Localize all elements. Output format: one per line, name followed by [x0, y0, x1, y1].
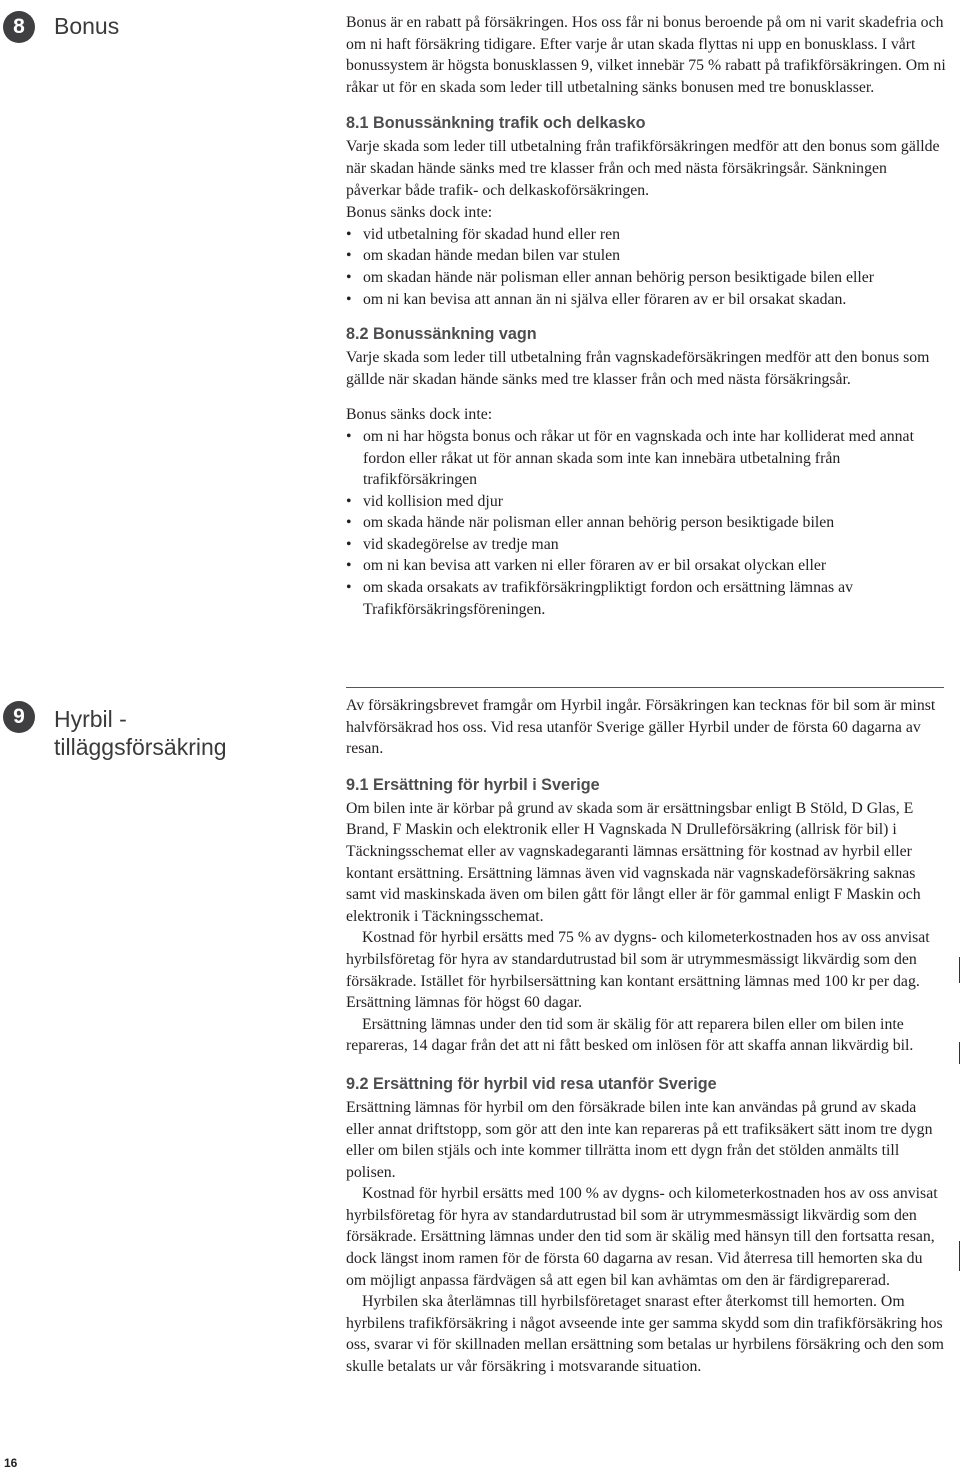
section-8-body	[346, 12, 946, 620]
list-item: • om ni kan bevisa att annan än ni själva eller föraren av er bil orsakat skadan.	[346, 289, 946, 311]
section-number: 9	[13, 705, 25, 728]
paragraph: Ersättning lämnas under den tid som är skälig för att reparera bilen eller om bilen inte repareras, 14 dagar från det att ni fått besked om inlösen för att skaffa annan likvärdig bil.	[346, 1015, 914, 1055]
section-number-badge	[3, 11, 35, 43]
list-item: • om skada hände när polisman eller annan behörig person besiktigade bilen	[346, 512, 946, 534]
section-intro: Av försäkringsbrevet framgår om Hyrbil ingår. Försäkringen kan tecknas för bil som är minst halvförsäkrad hos oss. Vid resa utanför Sverige gäller Hyrbil under de första 60 dagarna av resan.	[346, 697, 936, 758]
bullet-list	[346, 224, 946, 310]
section-number-badge	[3, 701, 35, 733]
list-item: • vid kollision med djur	[346, 491, 946, 513]
subsection-heading: 8.1 Bonussänkning trafik och delkasko	[346, 114, 646, 133]
section-title: Bonus	[54, 13, 120, 39]
section-title: Hyrbil - tilläggsförsäkring	[54, 706, 227, 760]
list-item: • om skadan hände medan bilen var stulen	[346, 245, 946, 267]
section-intro: Bonus är en rabatt på försäkringen. Hos oss får ni bonus beroende på om ni varit skadefria och om ni haft försäkring tidigare. Efter varje år utan skada flyttas ni upp en bonusklass. I vårt bonussystem är högsta bonusklassen 9, vilket innebär 75 % rabatt på trafikförsäkringen. Om ni råkar ut för en skada som leder till utbetalning sänks bonusen med tre bonusklasser.	[346, 14, 946, 96]
list-item: • vid skadegörelse av tredje man	[346, 534, 946, 556]
paragraph: Bonus sänks dock inte:	[346, 406, 493, 424]
paragraph: Om bilen inte är körbar på grund av skada som är ersättningsbar enligt B Stöld, D Glas, E Brand, F Maskin och elektronik eller H Vagnskada N Drulleförsäkring (allrisk för bil) i Täckningsschemat eller av vagnskadegaranti lämnas ersättning för kostnad av hyrbil eller kontant ersättning. Ersättning lämnas även vid vagnskada när vagnskadeförsäkring saknas samt vid maskinskada även om bilen gått för långt eller är för gammal enligt F Maskin och elektronik i Täckningsschemat.	[346, 799, 921, 925]
section-number: 8	[13, 15, 25, 38]
section-divider	[346, 687, 944, 688]
paragraph: Hyrbilen ska återlämnas till hyrbilsföretaget snarast efter återkomst till hemorten. Om hyrbilens trafikförsäkring i något avseende inte ger samma skydd som din trafikförsäkring hos oss, svarar vi för skillnaden mellan ersättning som betalas ur hyrbilens försäkring och den som skulle betalats ur vår försäkring i motsvarande situation.	[346, 1293, 944, 1376]
paragraph: Ersättning lämnas för hyrbil om den försäkrade bilen inte kan användas på grund av skada eller annat driftstopp, som gör att den inte kan repareras på ett trafiksäkert sätt inom tre dygn eller om bilen stjäls och inte kommer tillrätta inom ett dygn från det stölden anmälts till polisen.	[346, 1098, 933, 1181]
bullet-list	[346, 426, 946, 620]
paragraph: Varje skada som leder till utbetalning från trafikförsäkringen medför att den bonus som gällde när skadan hände sänks med tre klasser från och med nästa försäkringsår. Sänkningen påverkar både trafik- och delkaskoförsäkringen.	[346, 138, 940, 199]
paragraph: Varje skada som leder till utbetalning från vagnskadeförsäkringen medför att den bonus som gällde när skadan hände sänks med tre klasser från och med nästa försäkringsår.	[346, 349, 930, 388]
paragraph: Kostnad för hyrbil ersätts med 75 % av dygns- och kilometerkostnaden hos av oss anvisat hyrbilsföretag för hyra av standardutrustad bil som är utrymmesmässigt likvärdig som den försäkrade. Istället för hyrbilsersättning kan kontant ersättning lämnas med 100 kr per dag. Ersättning lämnas för högst 60 dagar.	[346, 929, 930, 1012]
list-item: • om ni kan bevisa att varken ni eller föraren av er bil orsakat olyckan eller	[346, 555, 946, 577]
paragraph: Kostnad för hyrbil ersätts med 100 % av dygns- och kilometerkostnaden hos av oss anvisat hyrbilsföretag för hyra av standardutrustad bil som är utrymmesmässigt likvärdig som den försäkrade. Ersättning lämnas under den tid som är skälig med hänsyn till den fortsatta resan, dock längst inom ramen för de första 60 dagarna av resan. Vid återresa till hemorten ska du om möjligt anpassa färdvägen så att egen bil kan avhämtas om den är färdigreparerad.	[346, 1185, 938, 1289]
list-item: • om skada orsakats av trafikförsäkringpliktigt fordon och ersättning lämnas av Trafikförsäkringsföreningen.	[346, 577, 946, 620]
list-item: • vid utbetalning för skadad hund eller ren	[346, 224, 946, 246]
subsection-heading: 9.1 Ersättning för hyrbil i Sverige	[346, 775, 600, 794]
page-number: 16	[4, 1456, 18, 1470]
section-9-body	[346, 695, 946, 1378]
list-item: • om ni har högsta bonus och råkar ut för en vagnskada och inte har kolliderat med annat fordon eller råkat ut för annan skada som inte kan innebära utbetalning från trafikförsäkringen	[346, 426, 946, 491]
subsection-heading: 9.2 Ersättning för hyrbil vid resa utanför Sverige	[346, 1074, 717, 1093]
subsection-heading: 8.2 Bonussänkning vagn	[346, 325, 537, 344]
list-item: • om skadan hände när polisman eller annan behörig person besiktigade bilen eller	[346, 267, 946, 289]
paragraph: Bonus sänks dock inte:	[346, 204, 493, 222]
